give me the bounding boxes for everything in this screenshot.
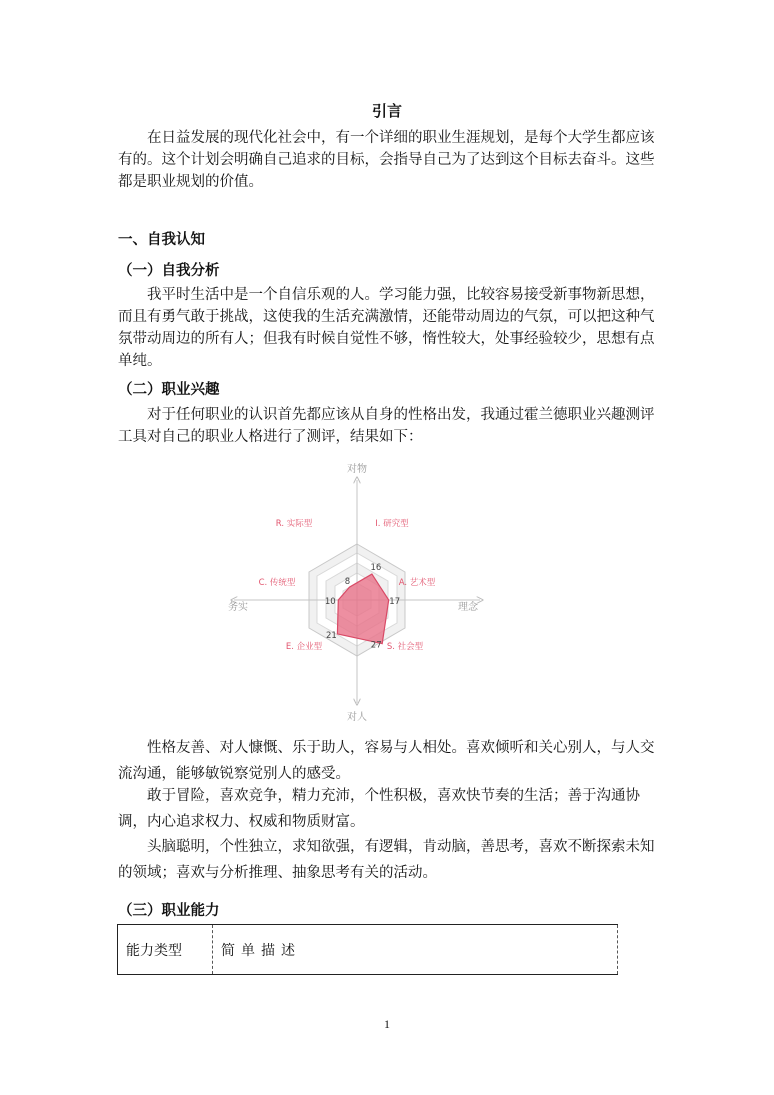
intro-paragraph: 在日益发展的现代化社会中，有一个详细的职业生涯规划，是每个大学生都应该有的。这个计划会明确自己追求的目标，会指导自己为了达到这个目标去奋斗。这些都是职业规划的价值。 bbox=[118, 130, 655, 190]
axis-label-left: 务实 bbox=[228, 602, 248, 613]
radar-value-label: 8 bbox=[344, 577, 351, 588]
table-row bbox=[118, 925, 618, 975]
ability-table bbox=[117, 924, 618, 975]
page-title: 引言 bbox=[371, 102, 402, 120]
radar-value-label: 27 bbox=[370, 640, 382, 651]
radar-category-label: C. 传统型 bbox=[258, 578, 296, 588]
table-header-description: 简单描述 bbox=[213, 925, 618, 975]
table-header-ability-type: 能力类型 bbox=[118, 925, 213, 975]
subsection-heading-self-analysis: （一）自我分析 bbox=[118, 263, 220, 279]
page-number: 1 bbox=[384, 1017, 390, 1031]
axis-label-top: 对物 bbox=[347, 464, 367, 475]
radar-category-label: E. 企业型 bbox=[285, 642, 323, 652]
subsection-heading-career-ability: （三）职业能力 bbox=[118, 903, 220, 919]
holland-radar-chart bbox=[222, 458, 494, 724]
axis-label-right: 理念 bbox=[458, 602, 478, 613]
radar-value-label: 21 bbox=[325, 630, 337, 641]
personality-paragraph-1: 性格友善、对人慷慨、乐于助人，容易与人相处。喜欢倾听和关心别人，与人交流沟通，能够敏锐察觉别人的感受。 bbox=[118, 740, 655, 782]
axis-label-bottom: 对人 bbox=[347, 712, 367, 723]
radar-value-label: 17 bbox=[389, 597, 401, 607]
section-heading-self-awareness: 一、自我认知 bbox=[118, 232, 205, 248]
career-interest-paragraph: 对于任何职业的认识首先都应该从自身的性格出发，我通过霍兰德职业兴趣测评工具对自己的职业人格进行了测评，结果如下： bbox=[118, 407, 655, 445]
radar-category-label: A. 艺术型 bbox=[398, 578, 436, 588]
personality-paragraph-3: 头脑聪明，个性独立，求知欲强，有逻辑，肯动脑，善思考，喜欢不断探索未知的领域；喜欢与分析推理、抽象思考有关的活动。 bbox=[118, 839, 655, 881]
radar-category-label: S. 社会型 bbox=[386, 642, 424, 652]
radar-category-label: R. 实际型 bbox=[275, 519, 313, 529]
radar-category-label: I. 研究型 bbox=[375, 519, 409, 529]
radar-value-label: 10 bbox=[324, 597, 336, 607]
subsection-heading-career-interest: （二）职业兴趣 bbox=[118, 382, 220, 398]
radar-value-label: 16 bbox=[370, 563, 382, 574]
personality-paragraph-2: 敢于冒险，喜欢竞争，精力充沛，个性积极，喜欢快节奏的生活；善于沟通协调，内心追求权力、权威和物质财富。 bbox=[118, 788, 640, 830]
self-analysis-paragraph: 我平时生活中是一个自信乐观的人。学习能力强，比较容易接受新事物新思想，而且有勇气敢于挑战，这使我的生活充满激情，还能带动周边的气氛，可以把这种气氛带动周边的所有人；但我有时候自觉性不够，惰性较大，处事经验较少，思想有点单纯。 bbox=[118, 287, 655, 369]
